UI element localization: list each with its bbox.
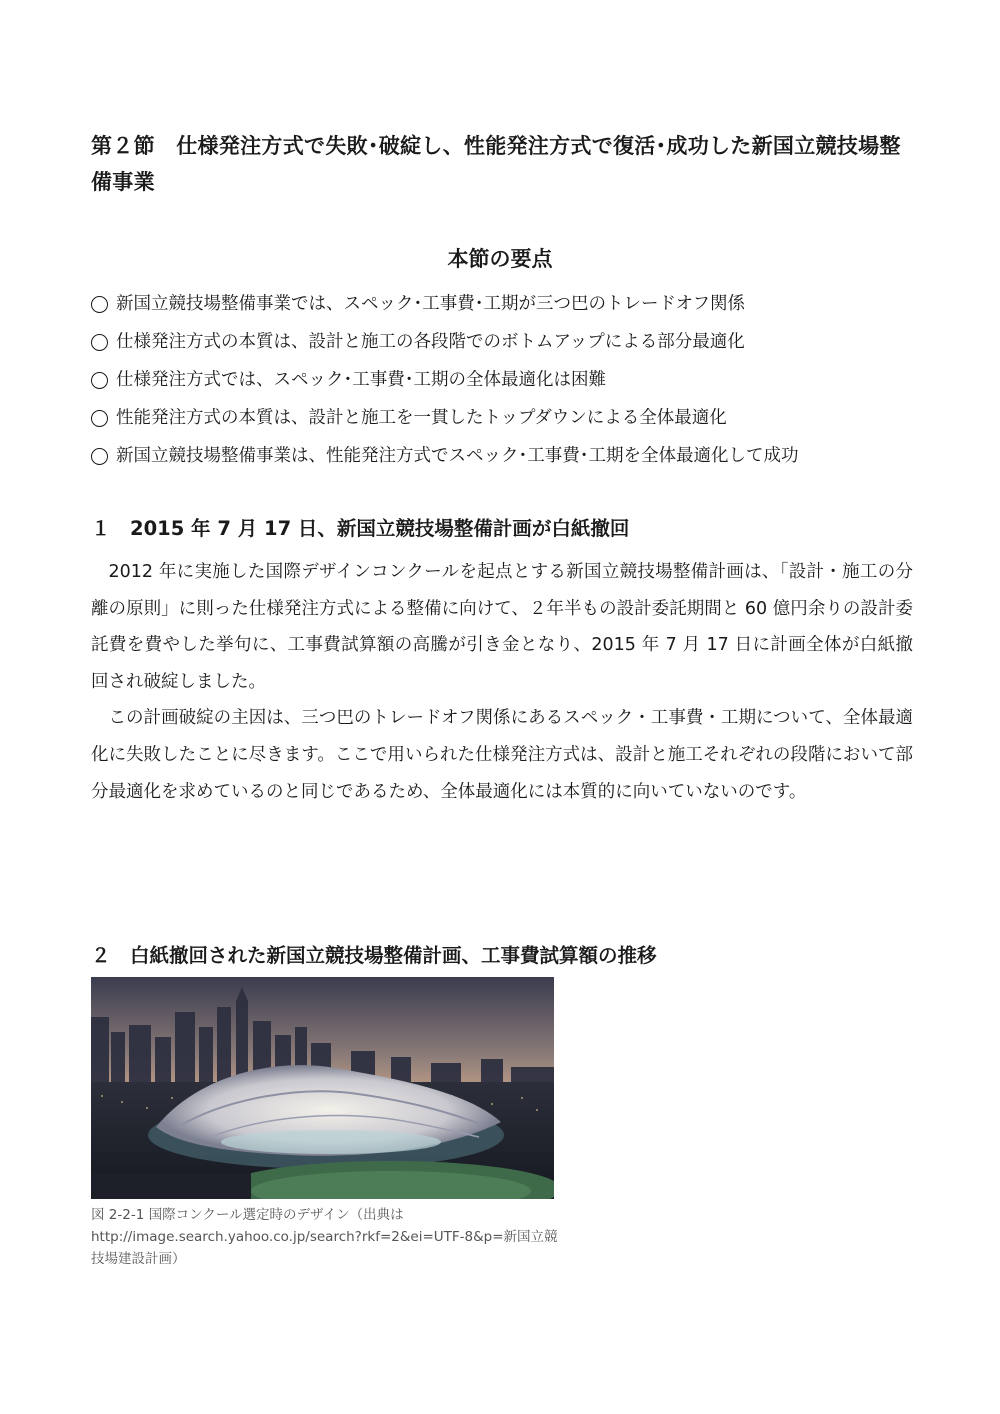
summary-point bbox=[91, 285, 921, 323]
summary-point-text: 仕様発注方式では、スペック･工事費･工期の全体最適化は困難 bbox=[116, 370, 606, 390]
summary-points bbox=[91, 285, 921, 475]
summary-point-text: 新国立競技場整備事業は、性能発注方式でスペック･工事費･工期を全体最適化して成功 bbox=[116, 446, 799, 466]
circle-bullet-icon bbox=[91, 372, 108, 389]
figure-caption: 図 2-2-1 国際コンクール選定時のデザイン（出典は http://image.search.yahoo.co.jp/search?rkf=2&ei=UTF-8&p=新国立競技場建設計画） bbox=[91, 1207, 558, 1267]
summary-point-text: 仕様発注方式の本質は、設計と施工の各段階でのボトムアップによる部分最適化 bbox=[116, 332, 745, 352]
circle-bullet-icon bbox=[91, 334, 108, 351]
summary-point bbox=[91, 323, 921, 361]
summary-point bbox=[91, 361, 921, 399]
section1-paragraph: 2012 年に実施した国際デザインコンクールを起点とする新国立競技場整備計画は、「設計・施工の分離の原則」に則った仕様発注方式による整備に向けて、２年半もの設計委託期間と 60 億円余りの設計委託費を費やした挙句に、工事費試算額の高騰が引き金となり、2015 年 7 月 17 日に計画全体が白紙撤回され破綻しました。 bbox=[91, 562, 913, 692]
circle-bullet-icon bbox=[91, 410, 108, 427]
summary-point bbox=[91, 437, 921, 475]
circle-bullet-icon bbox=[91, 448, 108, 465]
summary-point-text: 性能発注方式の本質は、設計と施工を一貫したトップダウンによる全体最適化 bbox=[116, 408, 727, 428]
stadium-design-image bbox=[91, 977, 554, 1199]
section1-paragraph: この計画破綻の主因は、三つ巴のトレードオフ関係にあるスペック・工事費・工期について、全体最適化に失敗したことに尽きます。ここで用いられた仕様発注方式は、設計と施工それぞれの段階において部分最適化を求めているのと同じであるため、全体最適化には本質的に向いていないのです。 bbox=[91, 708, 913, 802]
section1-heading: １ 2015 年 7 月 17 日、新国立競技場整備計画が白紙撤回 bbox=[91, 517, 630, 540]
summary-point bbox=[91, 399, 921, 437]
summary-heading: 本節の要点 bbox=[447, 247, 553, 271]
chapter-title: 第２節 仕様発注方式で失敗･破綻し、性能発注方式で復活･成功した新国立競技場整備事業 bbox=[91, 134, 901, 194]
summary-point-text: 新国立競技場整備事業では、スペック･工事費･工期が三つ巴のトレードオフ関係 bbox=[116, 294, 745, 314]
circle-bullet-icon bbox=[91, 296, 108, 313]
section2-heading: ２ 白紙撤回された新国立競技場整備計画、工事費試算額の推移 bbox=[91, 944, 657, 967]
section1-body bbox=[91, 554, 913, 810]
